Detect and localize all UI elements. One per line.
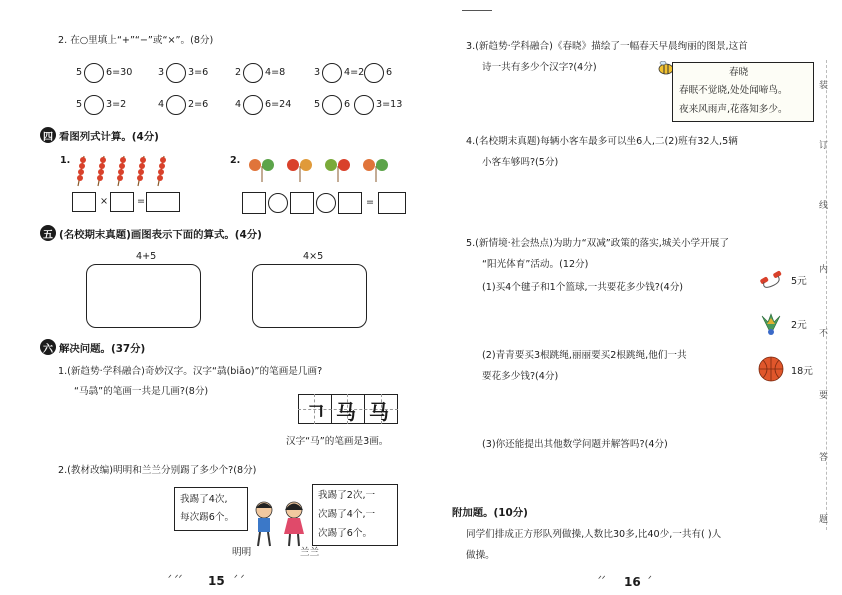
op-token: 4 [235,99,242,110]
answer-box[interactable] [110,192,134,212]
equals-sign: = [137,196,146,207]
binding-text: 内 [818,265,828,275]
op-token: 4=8 [265,67,286,78]
section-number: 六 [40,339,56,355]
drawing-box[interactable] [86,264,201,328]
answer-box[interactable] [242,192,266,214]
ornament-icon: ᐟ ᐟ [234,574,245,584]
section-title: 看图列式计算。(4分) [59,130,159,143]
answer-circle[interactable] [322,95,342,115]
question-text: 2.(教材改编)明明和兰兰分别踢了多少个?(8分) [58,465,257,476]
poem-line: 夜来风雨声,花落知多少。 [679,104,788,115]
answer-circle[interactable] [166,95,186,115]
subquestion-text: (3)你还能提出其他数学问题并解答吗?(4分) [482,439,668,450]
hint-text: 汉字“马”的笔画是3画。 [286,436,389,447]
op-token: 4 [158,99,165,110]
basketball-icon [758,356,784,382]
answer-box[interactable] [72,192,96,212]
lollipops-illustration [248,156,398,182]
section-title: 解决问题。(37分) [59,342,146,355]
bonus-text: 做操。 [466,550,495,561]
subquestion-text: (1)买4个毽子和1个篮球,一共要花多少钱?(4分) [482,282,684,293]
page-number: 15 [208,574,225,588]
answer-circle[interactable] [84,95,104,115]
top-rule [462,10,492,11]
poem-line: 春眠不觉晓,处处闻啼鸟。 [679,85,788,96]
shuttlecock-icon [758,312,784,336]
answer-box[interactable] [146,192,180,212]
bonus-text: 同学们排成正方形队列做操,人数比30多,比40少,一共有( )人 [466,529,722,540]
answer-box[interactable] [378,192,406,214]
stroke-grid [298,394,398,424]
binding-text: 不 [818,329,828,339]
price-label: 18元 [791,366,813,377]
stroke-char: 𠃍 [306,400,326,424]
op-token: 3=6 [188,67,209,78]
binding-text: 订 [818,141,828,151]
op-token: 4=2 [344,67,365,78]
price-label: 5元 [791,276,807,287]
q2-title: 2. 在○里填上“+”“−”或“×”。(8分) [58,35,214,46]
answer-circle[interactable] [243,63,263,83]
binding-text: 装 [818,81,828,91]
ornament-icon: ᐟᐟ [598,575,606,585]
op-token: 2 [235,67,242,78]
answer-circle[interactable] [84,63,104,83]
page-number: 16 [624,575,641,589]
op-token: 3 [158,67,165,78]
answer-circle[interactable] [268,193,288,213]
speech-bubble-lanlan: 我踢了2次,一 次踢了4个,一 次踢了6个。 [312,484,398,546]
times-sign: × [100,196,109,207]
subquestion-text: 要花多少钱?(4分) [482,371,559,382]
op-token: 5 [314,99,321,110]
speech-bubble-mingming: 我踢了4次, 每次踢6个。 [174,487,248,531]
answer-circle[interactable] [243,95,263,115]
op-token: 6 [344,99,351,110]
question-text: “马骉”的笔画一共是几画?(8分) [74,386,209,397]
binding-text: 答 [818,453,828,463]
problem-number: 2. [230,155,241,166]
answer-circle[interactable] [364,63,384,83]
expression-label: 4×5 [303,251,324,262]
answer-circle[interactable] [166,63,186,83]
section-5-header [40,225,262,241]
jump-rope-icon [758,268,784,290]
binding-text: 要 [818,391,828,401]
stroke-char: 马 [369,400,389,424]
answer-box[interactable] [290,192,314,214]
stroke-char: 马 [336,400,356,424]
subquestion-text: (2)青青要买3根跳绳,丽丽要买2根跳绳,他们一共 [482,350,687,361]
answer-circle[interactable] [354,95,374,115]
answer-box[interactable] [338,192,362,214]
section-4-header [40,127,159,143]
op-token: 6=30 [106,67,133,78]
op-token: 3=2 [106,99,127,110]
question-text: 5.(新情境·社会热点)为助力“双减”政策的落实,城关小学开展了 [466,238,729,249]
section-6-header [40,339,145,355]
expression-label: 4+5 [136,251,157,262]
drawing-box[interactable] [252,264,367,328]
name-label: 兰兰 [300,547,320,558]
bonus-title: 附加题。(10分) [452,507,528,519]
section-title: (名校期末真题)画图表示下面的算式。(4分) [59,228,262,241]
candied-haws-illustration [70,150,170,188]
op-token: 3=13 [376,99,403,110]
answer-circle[interactable] [322,63,342,83]
price-label: 2元 [791,320,807,331]
binding-text: 题 [818,515,828,525]
question-text: 诗一共有多少个汉字?(4分) [482,62,597,73]
op-token: 6 [386,67,393,78]
op-token: 3 [314,67,321,78]
binding-text: 线 [818,201,828,211]
kids-illustration [250,500,310,550]
question-text: 小客车够吗?(5分) [482,157,559,168]
ornament-icon: ᐟ ᐟᐟ [168,574,183,584]
section-number: 五 [40,225,56,241]
name-label: 明明 [232,547,252,558]
op-token: 2=6 [188,99,209,110]
ornament-icon: ᐟ [648,575,652,585]
equals-sign: = [366,197,375,208]
question-text: 1.(新趋势·学科融合)奇妙汉字。汉字“骉(biāo)”的笔画是几画? [58,366,323,377]
section-number: 四 [40,127,56,143]
poem-title: 春晓 [729,67,749,78]
op-token: 6=24 [265,99,292,110]
answer-circle[interactable] [316,193,336,213]
problem-number: 1. [60,155,71,166]
op-token: 5 [76,67,83,78]
op-token: 5 [76,99,83,110]
question-text: 3.(新趋势·学科融合)《春晓》描绘了一幅春天早晨绚丽的图景,这首 [466,41,748,52]
question-text: “阳光体育”活动。(12分) [482,259,589,270]
question-text: 4.(名校期末真题)每辆小客车最多可以坐6人,二(2)班有32人,5辆 [466,136,738,147]
poem-box [672,62,814,122]
